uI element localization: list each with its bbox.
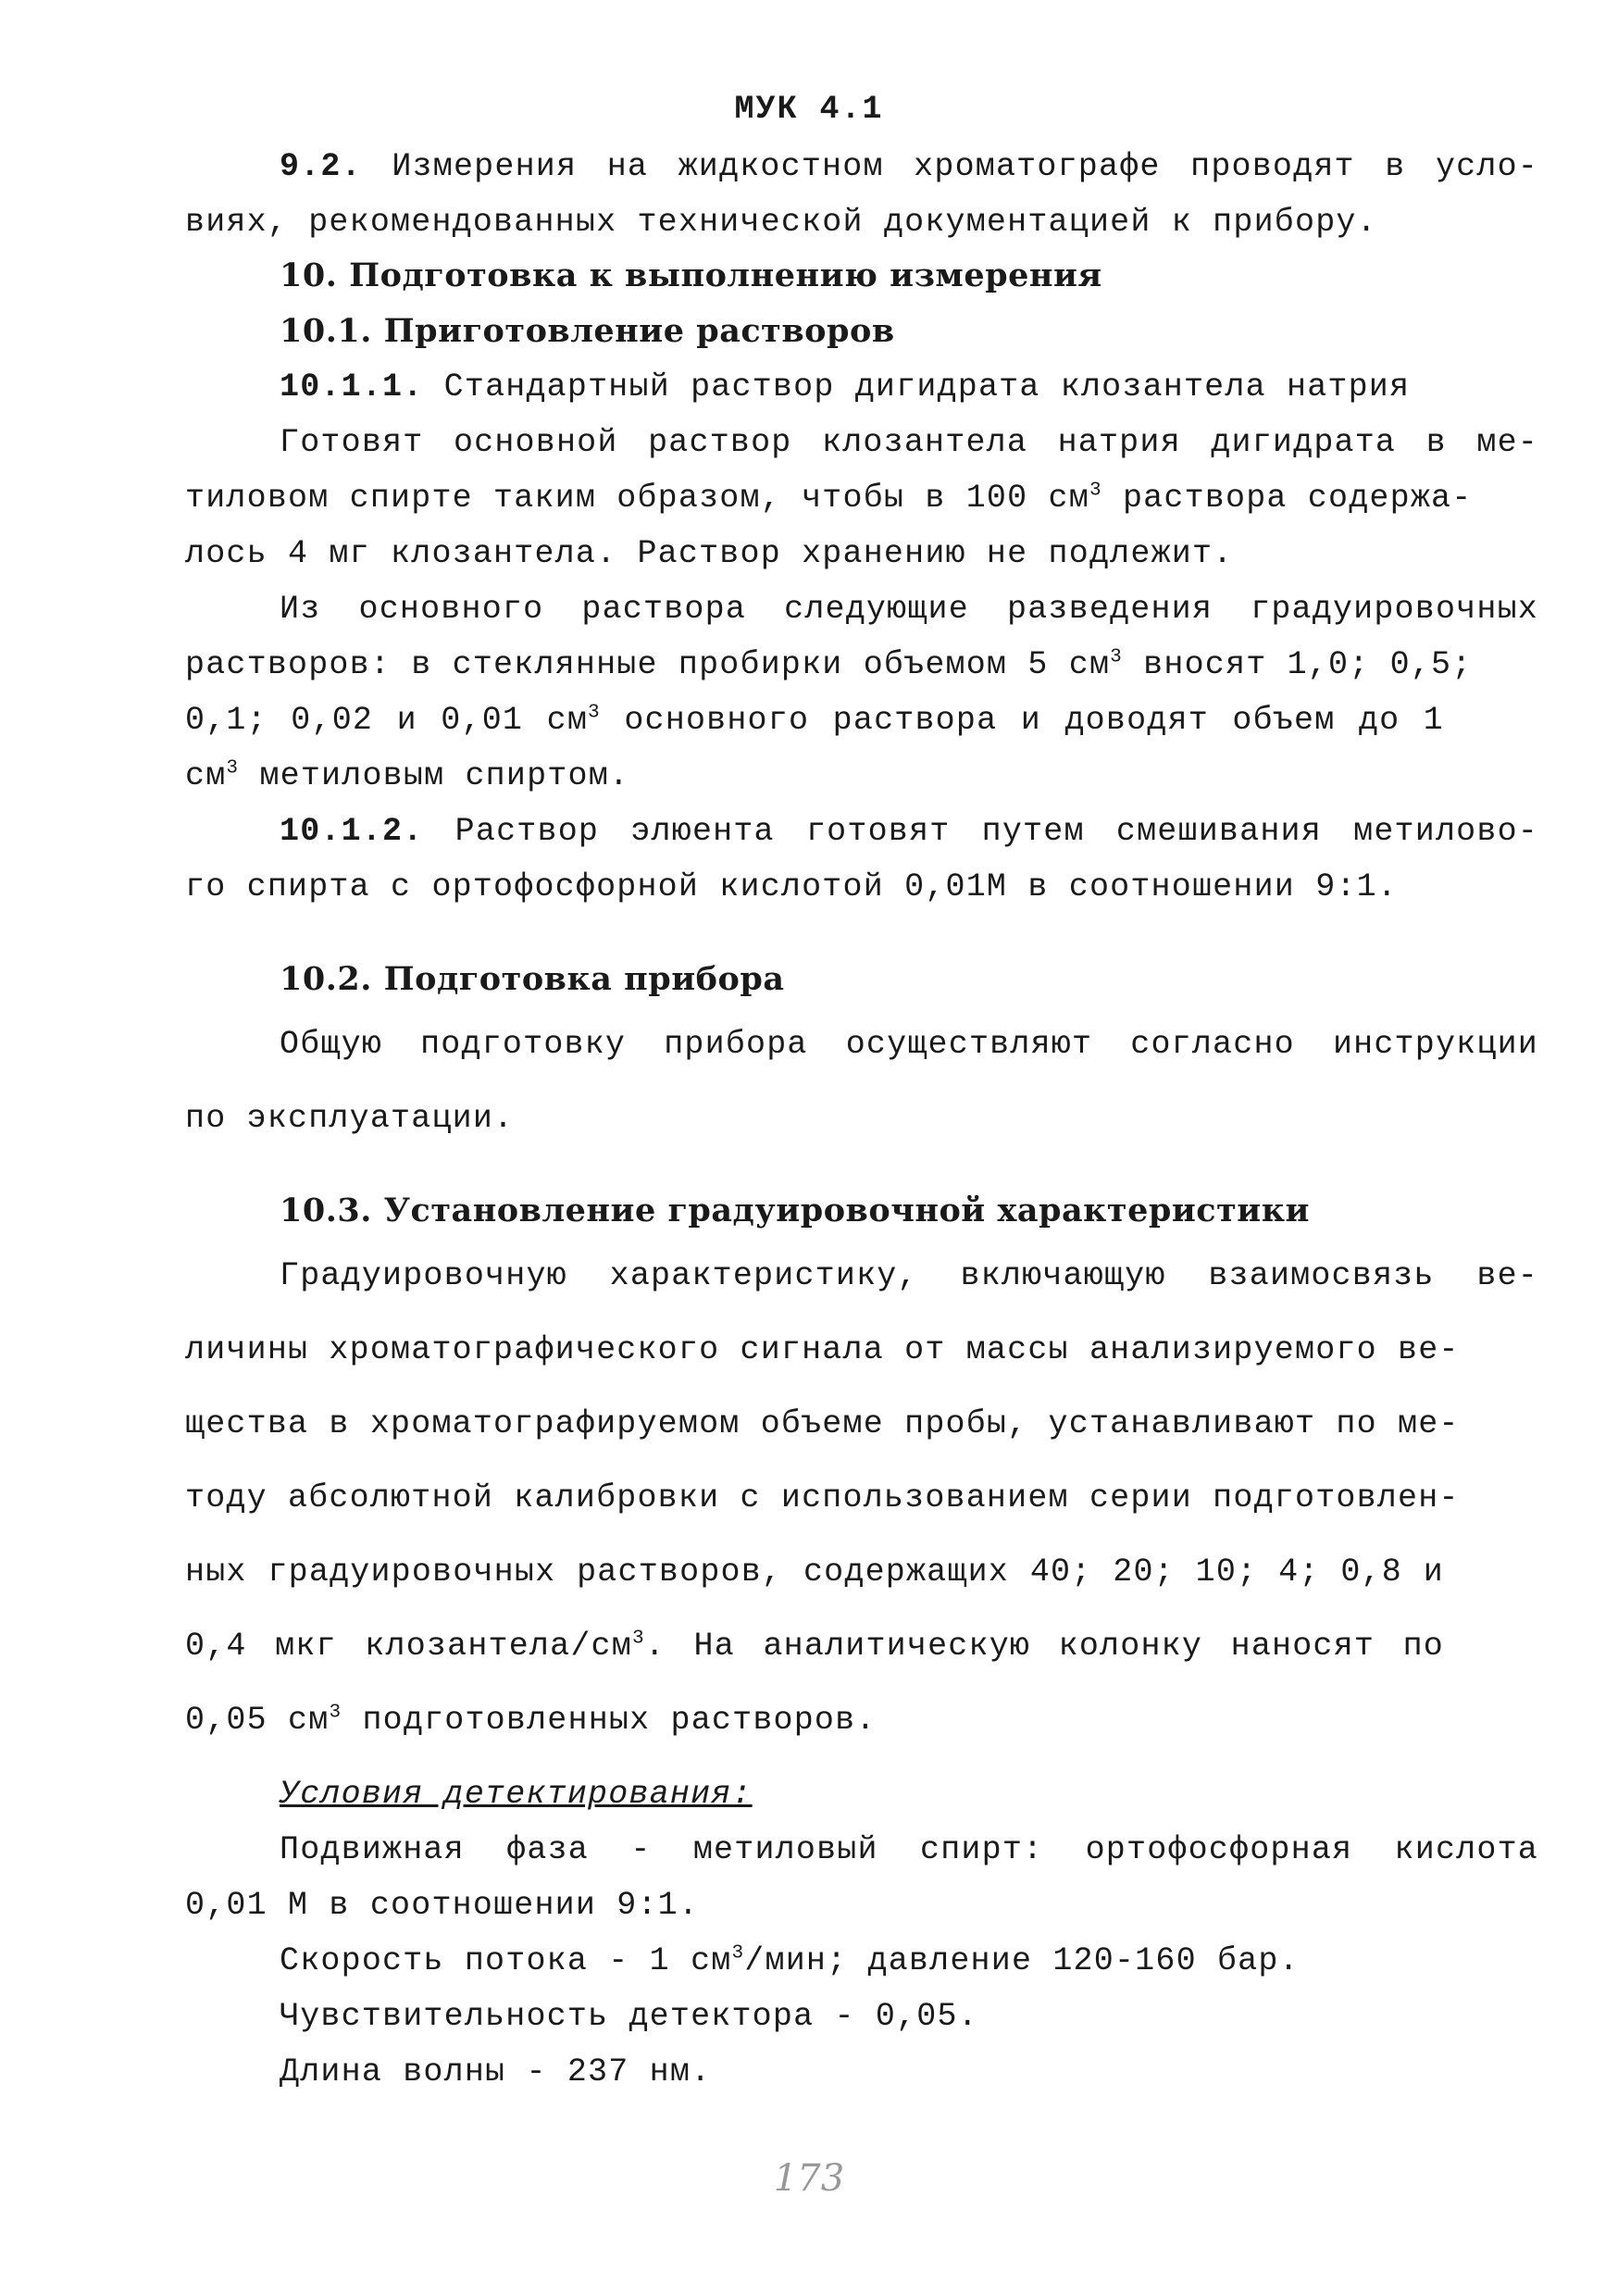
text-span: 0,05 см — [185, 1702, 330, 1739]
text-line — [185, 700, 1444, 741]
text-span: Скорость потока - 1 см — [280, 1942, 732, 1979]
section-number: 9.2. — [280, 148, 362, 185]
paragraph-text: Раствор элюента готовят путем смешивания метилово- — [454, 813, 1538, 850]
paragraph-text: Измерения на жидкостном хроматографе проводят в усло- — [392, 148, 1538, 185]
text-line — [185, 1626, 1444, 1666]
text-span: 0,4 мкг клозантела/см — [185, 1628, 632, 1665]
text-span: основного раствора и доводят объем до 1 — [600, 702, 1444, 739]
superscript: 3 — [329, 1702, 342, 1724]
paragraph-9-2-line-2: виях, рекомендованных технической документацией к прибору. — [185, 204, 1377, 241]
detection-conditions-heading: Условия детектирования: — [280, 1776, 753, 1813]
text-line: щества в хроматографируемом объеме пробы, устанавливают по ме- — [185, 1405, 1460, 1442]
text-span: метиловым спиртом. — [239, 757, 630, 794]
page-number: 173 — [773, 2157, 845, 2200]
text-span: /мин; давление 120-160 бар. — [744, 1942, 1300, 1979]
text-span: растворов: в стеклянные пробирки объемом 5 см — [185, 646, 1111, 683]
text-line: Подвижная фаза - метиловый спирт: ортофосфорная кислота — [280, 1831, 1538, 1868]
superscript: 3 — [631, 1628, 645, 1650]
superscript: 3 — [731, 1942, 745, 1965]
section-10-3-title: 10.3. Установление градуировочной характеристики — [280, 1192, 1310, 1229]
text-span: подготовленных растворов. — [342, 1702, 877, 1739]
text-line: го спирта с ортофосфорной кислотой 0,01М в соотношении 9:1. — [185, 868, 1399, 905]
superscript: 3 — [226, 757, 240, 780]
text-span: 0,1; 0,02 и 0,01 см — [185, 702, 589, 739]
text-span: тиловом спирте таким образом, чтобы в 100 см — [185, 480, 1089, 517]
text-line: Из основного раствора следующие разведения градуировочных — [280, 591, 1538, 628]
text-line: личины хроматографического сигнала от массы анализируемого ве- — [185, 1331, 1460, 1368]
text-line — [185, 755, 1444, 796]
text-line — [185, 644, 1473, 685]
text-line: Длина волны - 237 нм. — [280, 2053, 712, 2090]
superscript: 3 — [1110, 646, 1123, 668]
section-10-title: 10. Подготовка к выполнению измерения — [280, 256, 1102, 294]
text-line: Чувствительность детектора - 0,05. — [280, 1998, 978, 2035]
text-line — [185, 1700, 1444, 1741]
text-line: по эксплуатации. — [185, 1100, 515, 1137]
superscript: 3 — [588, 702, 601, 724]
section-number: 10.1.1. — [280, 368, 424, 406]
paragraph-9-2-line-1 — [280, 146, 1538, 187]
text-span: см — [185, 757, 227, 794]
section-10-1-title: 10.1. Приготовление растворов — [280, 312, 895, 350]
section-title-text: Стандартный раствор дигидрата клозантела натрия — [443, 368, 1411, 406]
text-line: 0,01 М в соотношении 9:1. — [185, 1887, 700, 1924]
text-line: тоду абсолютной калибровки с использованием серии подготовлен- — [185, 1479, 1460, 1516]
section-10-1-1-title — [280, 367, 1538, 407]
superscript: 3 — [1089, 480, 1102, 502]
text-line — [185, 478, 1473, 518]
text-span: . На аналитическую колонку наносят по — [644, 1628, 1444, 1665]
text-span: раствора содержа- — [1101, 480, 1473, 517]
text-line: ных градуировочных растворов, содержащих 40; 20; 10; 4; 0,8 и — [185, 1554, 1444, 1591]
text-line: лось 4 мг клозантела. Раствор хранению не подлежит. — [185, 535, 1234, 572]
section-10-1-2-line-1 — [280, 811, 1538, 852]
section-number: 10.1.2. — [280, 813, 424, 850]
text-line: Общую подготовку прибора осуществляют согласно инструкции — [280, 1026, 1538, 1063]
document-header: МУК 4.1 — [734, 91, 884, 128]
text-line — [280, 1940, 1538, 1981]
text-line: Готовят основной раствор клозантела натрия дигидрата в ме- — [280, 424, 1538, 461]
text-span: вносят 1,0; 0,5; — [1122, 646, 1473, 683]
text-line: Градуировочную характеристику, включающую взаимосвязь ве- — [280, 1257, 1538, 1294]
section-10-2-title: 10.2. Подготовка прибора — [280, 960, 785, 998]
